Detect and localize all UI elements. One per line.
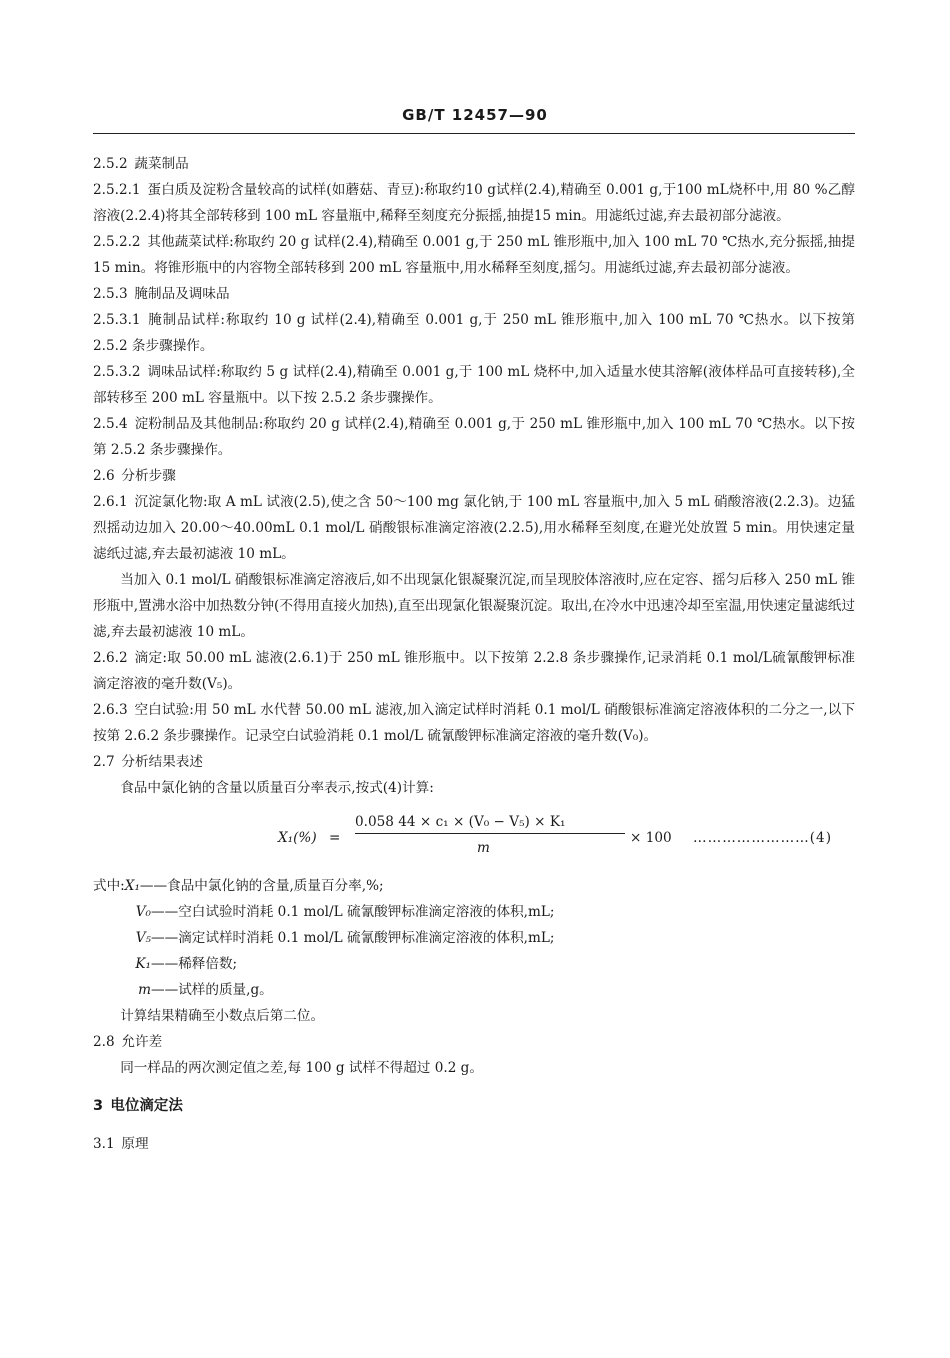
definition-text: ——稀释倍数; xyxy=(151,956,238,972)
section-3-1 xyxy=(93,1131,855,1157)
paragraph-text: 空白试验:用 50 mL 水代替 50.00 mL 滤液,加入滴定试样时消耗 0.1 mol/L 硝酸银标准滴定溶液体积的二分之一,以下按第 2.6.2 条步骤操作。记录空白试验消耗 0.1 mol/L 硫氰酸钾标准滴定溶液的毫升数(V₀)。 xyxy=(93,702,855,744)
formula-denominator: m xyxy=(477,840,490,856)
definition-row xyxy=(93,873,855,899)
section-number: 2.8 xyxy=(93,1034,115,1050)
section-2-7 xyxy=(93,749,855,775)
fraction-line xyxy=(355,833,625,834)
section-number: 3 xyxy=(93,1098,104,1114)
section-2-5-2 xyxy=(93,151,855,177)
definition-symbol: m xyxy=(138,982,151,998)
variable-definitions xyxy=(93,873,855,1029)
definition-symbol: X₁ xyxy=(124,878,140,894)
formula-numerator: 0.058 44 × c₁ × (V₀ − V₅) × K₁ xyxy=(355,814,566,830)
section-title: 原理 xyxy=(121,1136,149,1152)
section-title: 分析结果表述 xyxy=(121,754,203,770)
section-number: 2.5.3.2 xyxy=(93,364,141,380)
formula-lhs: X₁(%) xyxy=(278,830,317,846)
header-rule xyxy=(93,133,855,134)
definition-row xyxy=(93,925,855,951)
paragraph-text: 滴定:取 50.00 mL 滤液(2.6.1)于 250 mL 锥形瓶中。以下按第 2.2.8 条步骤操作,记录消耗 0.1 mol/L硫氰酸钾标准滴定溶液的毫升数(V₅)。 xyxy=(93,650,855,692)
paragraph-text: 沉淀氯化物:取 A mL 试液(2.5),使之含 50～100 mg 氯化钠,于 100 mL 容量瓶中,加入 5 mL 硝酸溶液(2.2.3)。边猛烈摇动边加入 20.00～40.00mL 0.1 mol/L 硝酸银标准滴定溶液(2.2.5),用水稀释至刻度,在避光处放置 5 min。用快速定量滤纸过滤,弃去最初滤液 10 mL。 xyxy=(93,494,855,562)
definition-row xyxy=(93,951,855,977)
section-number: 2.5.2 xyxy=(93,156,128,172)
section-2-6-3 xyxy=(93,697,855,749)
definitions-lead: 式中: xyxy=(93,878,125,894)
section-number: 2.5.3 xyxy=(93,286,128,302)
definition-row xyxy=(93,899,855,925)
section-2-5-2-2 xyxy=(93,229,855,281)
paragraph-text: 调味品试样:称取约 5 g 试样(2.4),精确至 0.001 g,于 100 mL 烧杯中,加入适量水使其溶解(液体样品可直接转移),全部转移至 200 mL 容量瓶中。以下按 2.5.2 条步骤操作。 xyxy=(93,364,855,406)
definition-text: ——试样的质量,g。 xyxy=(151,982,273,998)
section-title: 分析步骤 xyxy=(121,468,176,484)
section-number: 2.7 xyxy=(93,754,115,770)
paragraph-text: 蛋白质及淀粉含量较高的试样(如蘑菇、青豆):称取约10 g试样(2.4),精确至 0.001 g,于100 mL烧杯中,用 80 %乙醇溶液(2.2.4)将其全部转移到 100 mL 容量瓶中,稀释至刻度充分振摇,抽提15 min。用滤纸过滤,弃去最初部分滤液。 xyxy=(93,182,855,224)
equation-number: ……………………(4) xyxy=(693,830,833,846)
section-title: 腌制品及调味品 xyxy=(134,286,230,302)
formula-equals: = xyxy=(329,830,341,846)
section-2-8 xyxy=(93,1029,855,1055)
section-number: 2.5.2.1 xyxy=(93,182,141,198)
definition-symbol: V₀ xyxy=(135,904,151,920)
precision-note: 计算结果精确至小数点后第二位。 xyxy=(120,1008,325,1024)
paragraph-text: 其他蔬菜试样:称取约 20 g 试样(2.4),精确至 0.001 g,于 250 mL 锥形瓶中,加入 100 mL 70 ℃热水,充分振摇,抽提 15 min。将锥形瓶中的内容物全部转移到 200 mL 容量瓶中,用水稀释至刻度,摇匀。用滤纸过滤,弃去最初部分滤液。 xyxy=(93,234,855,276)
section-number: 2.5.3.1 xyxy=(93,312,141,328)
definition-row xyxy=(93,977,855,1003)
section-number: 2.5.2.2 xyxy=(93,234,141,250)
section-2-6-1 xyxy=(93,489,855,567)
section-2-5-2-1 xyxy=(93,177,855,229)
section-2-6-1-note: 当加入 0.1 mol/L 硝酸银标准滴定溶液后,如不出现氯化银凝聚沉淀,而呈现胶体溶液时,应在定容、摇匀后移入 250 mL 锥形瓶中,置沸水浴中加热数分钟(不得用直接火加热),直至出现氯化银凝聚沉淀。取出,在冷水中迅速冷却至室温,用快速定量滤纸过滤,弃去最初滤液 10 mL。 xyxy=(93,572,855,640)
formula-tail: × 100 xyxy=(630,830,672,846)
definition-text: ——滴定试样时消耗 0.1 mol/L 硫氰酸钾标准滴定溶液的体积,mL; xyxy=(151,930,555,946)
section-number: 3.1 xyxy=(93,1136,115,1152)
section-2-5-3-1 xyxy=(93,307,855,359)
section-2-6 xyxy=(93,463,855,489)
section-title: 允许差 xyxy=(121,1034,163,1050)
section-3 xyxy=(93,1093,855,1119)
section-number: 2.6.2 xyxy=(93,650,128,666)
definition-symbol: K₁ xyxy=(135,956,151,972)
section-title: 电位滴定法 xyxy=(110,1098,183,1114)
section-title: 蔬菜制品 xyxy=(134,156,189,172)
section-2-5-4 xyxy=(93,411,855,463)
definition-symbol: V₅ xyxy=(135,930,151,946)
section-number: 2.6.3 xyxy=(93,702,128,718)
section-number: 2.5.4 xyxy=(93,416,128,432)
paragraph-text: 淀粉制品及其他制品:称取约 20 g 试样(2.4),精确至 0.001 g,于 250 mL 锥形瓶中,加入 100 mL 70 ℃热水。以下按第 2.5.2 条步骤操作。 xyxy=(93,416,855,458)
section-2-5-3-2 xyxy=(93,359,855,411)
section-number: 2.6.1 xyxy=(93,494,128,510)
definition-text: ——空白试验时消耗 0.1 mol/L 硫氰酸钾标准滴定溶液的体积,mL; xyxy=(151,904,555,920)
spacer xyxy=(93,1119,855,1131)
document-body xyxy=(93,151,855,1157)
definition-text: ——食品中氯化钠的含量,质量百分率,%; xyxy=(139,878,384,894)
section-2-8-text: 同一样品的两次测定值之差,每 100 g 试样不得超过 0.2 g。 xyxy=(120,1060,483,1076)
standard-code-header: GB/T 12457—90 xyxy=(402,106,548,124)
section-2-5-3 xyxy=(93,281,855,307)
paragraph-text: 腌制品试样:称取约 10 g 试样(2.4),精确至 0.001 g,于 250 mL 锥形瓶中,加入 100 mL 70 ℃热水。以下按第 2.5.2 条步骤操作。 xyxy=(93,312,855,354)
section-number: 2.6 xyxy=(93,468,115,484)
section-2-6-2 xyxy=(93,645,855,697)
formula-4 xyxy=(93,805,855,867)
section-2-7-intro: 食品中氯化钠的含量以质量百分率表示,按式(4)计算: xyxy=(120,780,434,796)
